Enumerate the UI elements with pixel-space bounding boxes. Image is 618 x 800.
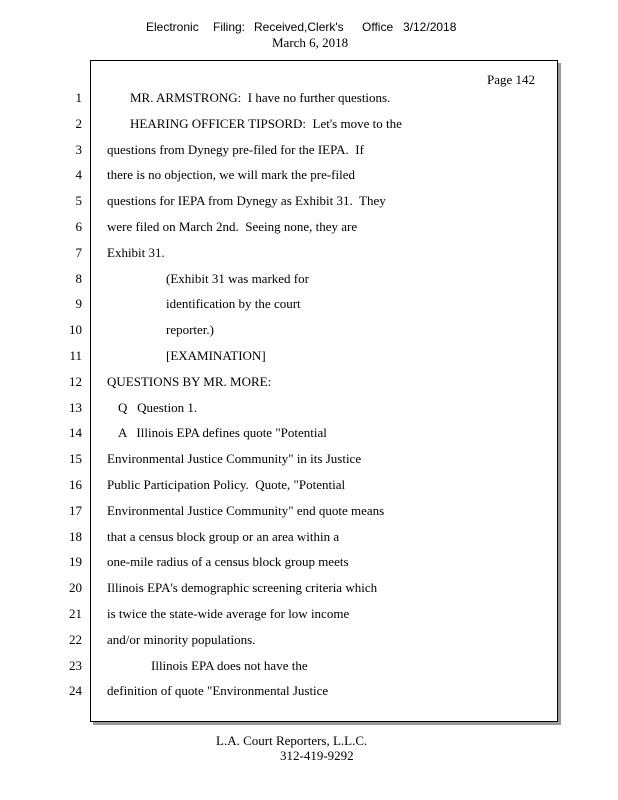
transcript-line	[0, 296, 618, 314]
transcript-line	[0, 193, 618, 211]
line-text: HEARING OFFICER TIPSORD: Let's move to the	[130, 115, 402, 131]
line-text: (Exhibit 31 was marked for	[166, 270, 309, 286]
line-number: 22	[69, 631, 82, 647]
transcript-line	[0, 529, 618, 547]
line-text: Environmental Justice Community" end quote means	[107, 502, 385, 518]
line-text: there is no objection, we will mark the pre-filed	[107, 167, 356, 183]
transcript-line	[0, 348, 618, 366]
transcript-line	[0, 245, 618, 263]
transcript-line	[0, 683, 618, 701]
line-text: Illinois EPA's demographic screening criteria which	[107, 580, 378, 596]
line-number: 5	[75, 193, 82, 209]
line-text: [EXAMINATION]	[166, 348, 266, 363]
transcript-line	[0, 554, 618, 572]
line-text: Illinois EPA does not have the	[151, 657, 308, 673]
electronic-filing-stamp	[0, 20, 618, 36]
line-number: 18	[69, 528, 82, 544]
line-number: 24	[69, 683, 82, 699]
page-number: Page 142	[487, 72, 536, 87]
line-text: Public Participation Policy. Quote, "Potential	[107, 477, 346, 492]
line-number: 9	[75, 296, 82, 312]
transcript-line	[0, 90, 618, 108]
line-text: one-mile radius of a census block group meets	[107, 554, 349, 570]
transcript-line	[0, 271, 618, 289]
line-text: identification by the court	[166, 296, 301, 312]
line-number: 10	[69, 322, 82, 338]
transcript-line	[0, 322, 618, 340]
stamp-date: 3/12/2018	[403, 20, 457, 34]
line-number: 15	[69, 451, 82, 467]
stamp-electronic: Electronic	[146, 20, 199, 34]
line-text: were filed on March 2nd. Seeing none, they are	[107, 219, 358, 234]
transcript-line	[0, 374, 618, 392]
line-number: 4	[75, 167, 82, 183]
line-text: Exhibit 31.	[107, 244, 165, 260]
transcript-line	[0, 219, 618, 237]
transcript-line	[0, 503, 618, 521]
line-text: and/or minority populations.	[107, 631, 256, 647]
line-text: Environmental Justice Community" in its Justice	[107, 451, 362, 467]
line-number: 7	[75, 244, 82, 260]
line-number: 8	[75, 270, 82, 286]
line-number: 2	[75, 115, 82, 131]
line-number: 12	[69, 373, 82, 389]
footer-company: L.A. Court Reporters, L.L.C.	[216, 733, 368, 748]
line-number: 19	[69, 554, 82, 570]
stamp-office: Office	[362, 20, 394, 34]
line-text: reporter.)	[166, 322, 215, 338]
line-text: A Illinois EPA defines quote "Potential	[118, 425, 327, 441]
line-text: definition of quote "Environmental Justice	[107, 683, 329, 699]
line-text: questions from Dynegy pre-filed for the IEPA. If	[107, 141, 364, 157]
transcript-line	[0, 116, 618, 134]
line-number: 17	[69, 502, 82, 518]
line-number: 11	[69, 348, 82, 363]
line-number: 6	[75, 219, 82, 234]
line-text: MR. ARMSTRONG: I have no further questions.	[130, 90, 391, 105]
transcript-line	[0, 400, 618, 418]
line-text: QUESTIONS BY MR. MORE:	[107, 373, 272, 389]
transcript-line	[0, 451, 618, 469]
stamp-received: Received,Clerk's	[254, 20, 344, 34]
line-number: 16	[69, 477, 82, 492]
line-number: 3	[75, 141, 82, 157]
transcript-line	[0, 606, 618, 624]
transcript-line	[0, 167, 618, 185]
footer-phone: 312-419-9292	[280, 748, 354, 763]
stamp-filing: Filing:	[213, 20, 246, 34]
transcript-line	[0, 425, 618, 443]
line-text: that a census block group or an area within a	[107, 528, 340, 544]
line-number: 21	[69, 606, 82, 621]
transcript-line	[0, 477, 618, 495]
transcript-line	[0, 142, 618, 160]
transcript-line	[0, 658, 618, 676]
line-number: 1	[75, 90, 82, 105]
line-text: is twice the state-wide average for low income	[107, 606, 350, 621]
transcript-line	[0, 632, 618, 650]
line-text: Q Question 1.	[118, 399, 198, 415]
line-number: 14	[69, 425, 82, 441]
line-number: 23	[69, 657, 82, 673]
line-number: 20	[69, 580, 82, 596]
line-number: 13	[69, 399, 82, 415]
line-text: questions for IEPA from Dynegy as Exhibit 31. They	[107, 193, 386, 209]
transcript-date: March 6, 2018	[272, 35, 349, 50]
transcript-line	[0, 580, 618, 598]
